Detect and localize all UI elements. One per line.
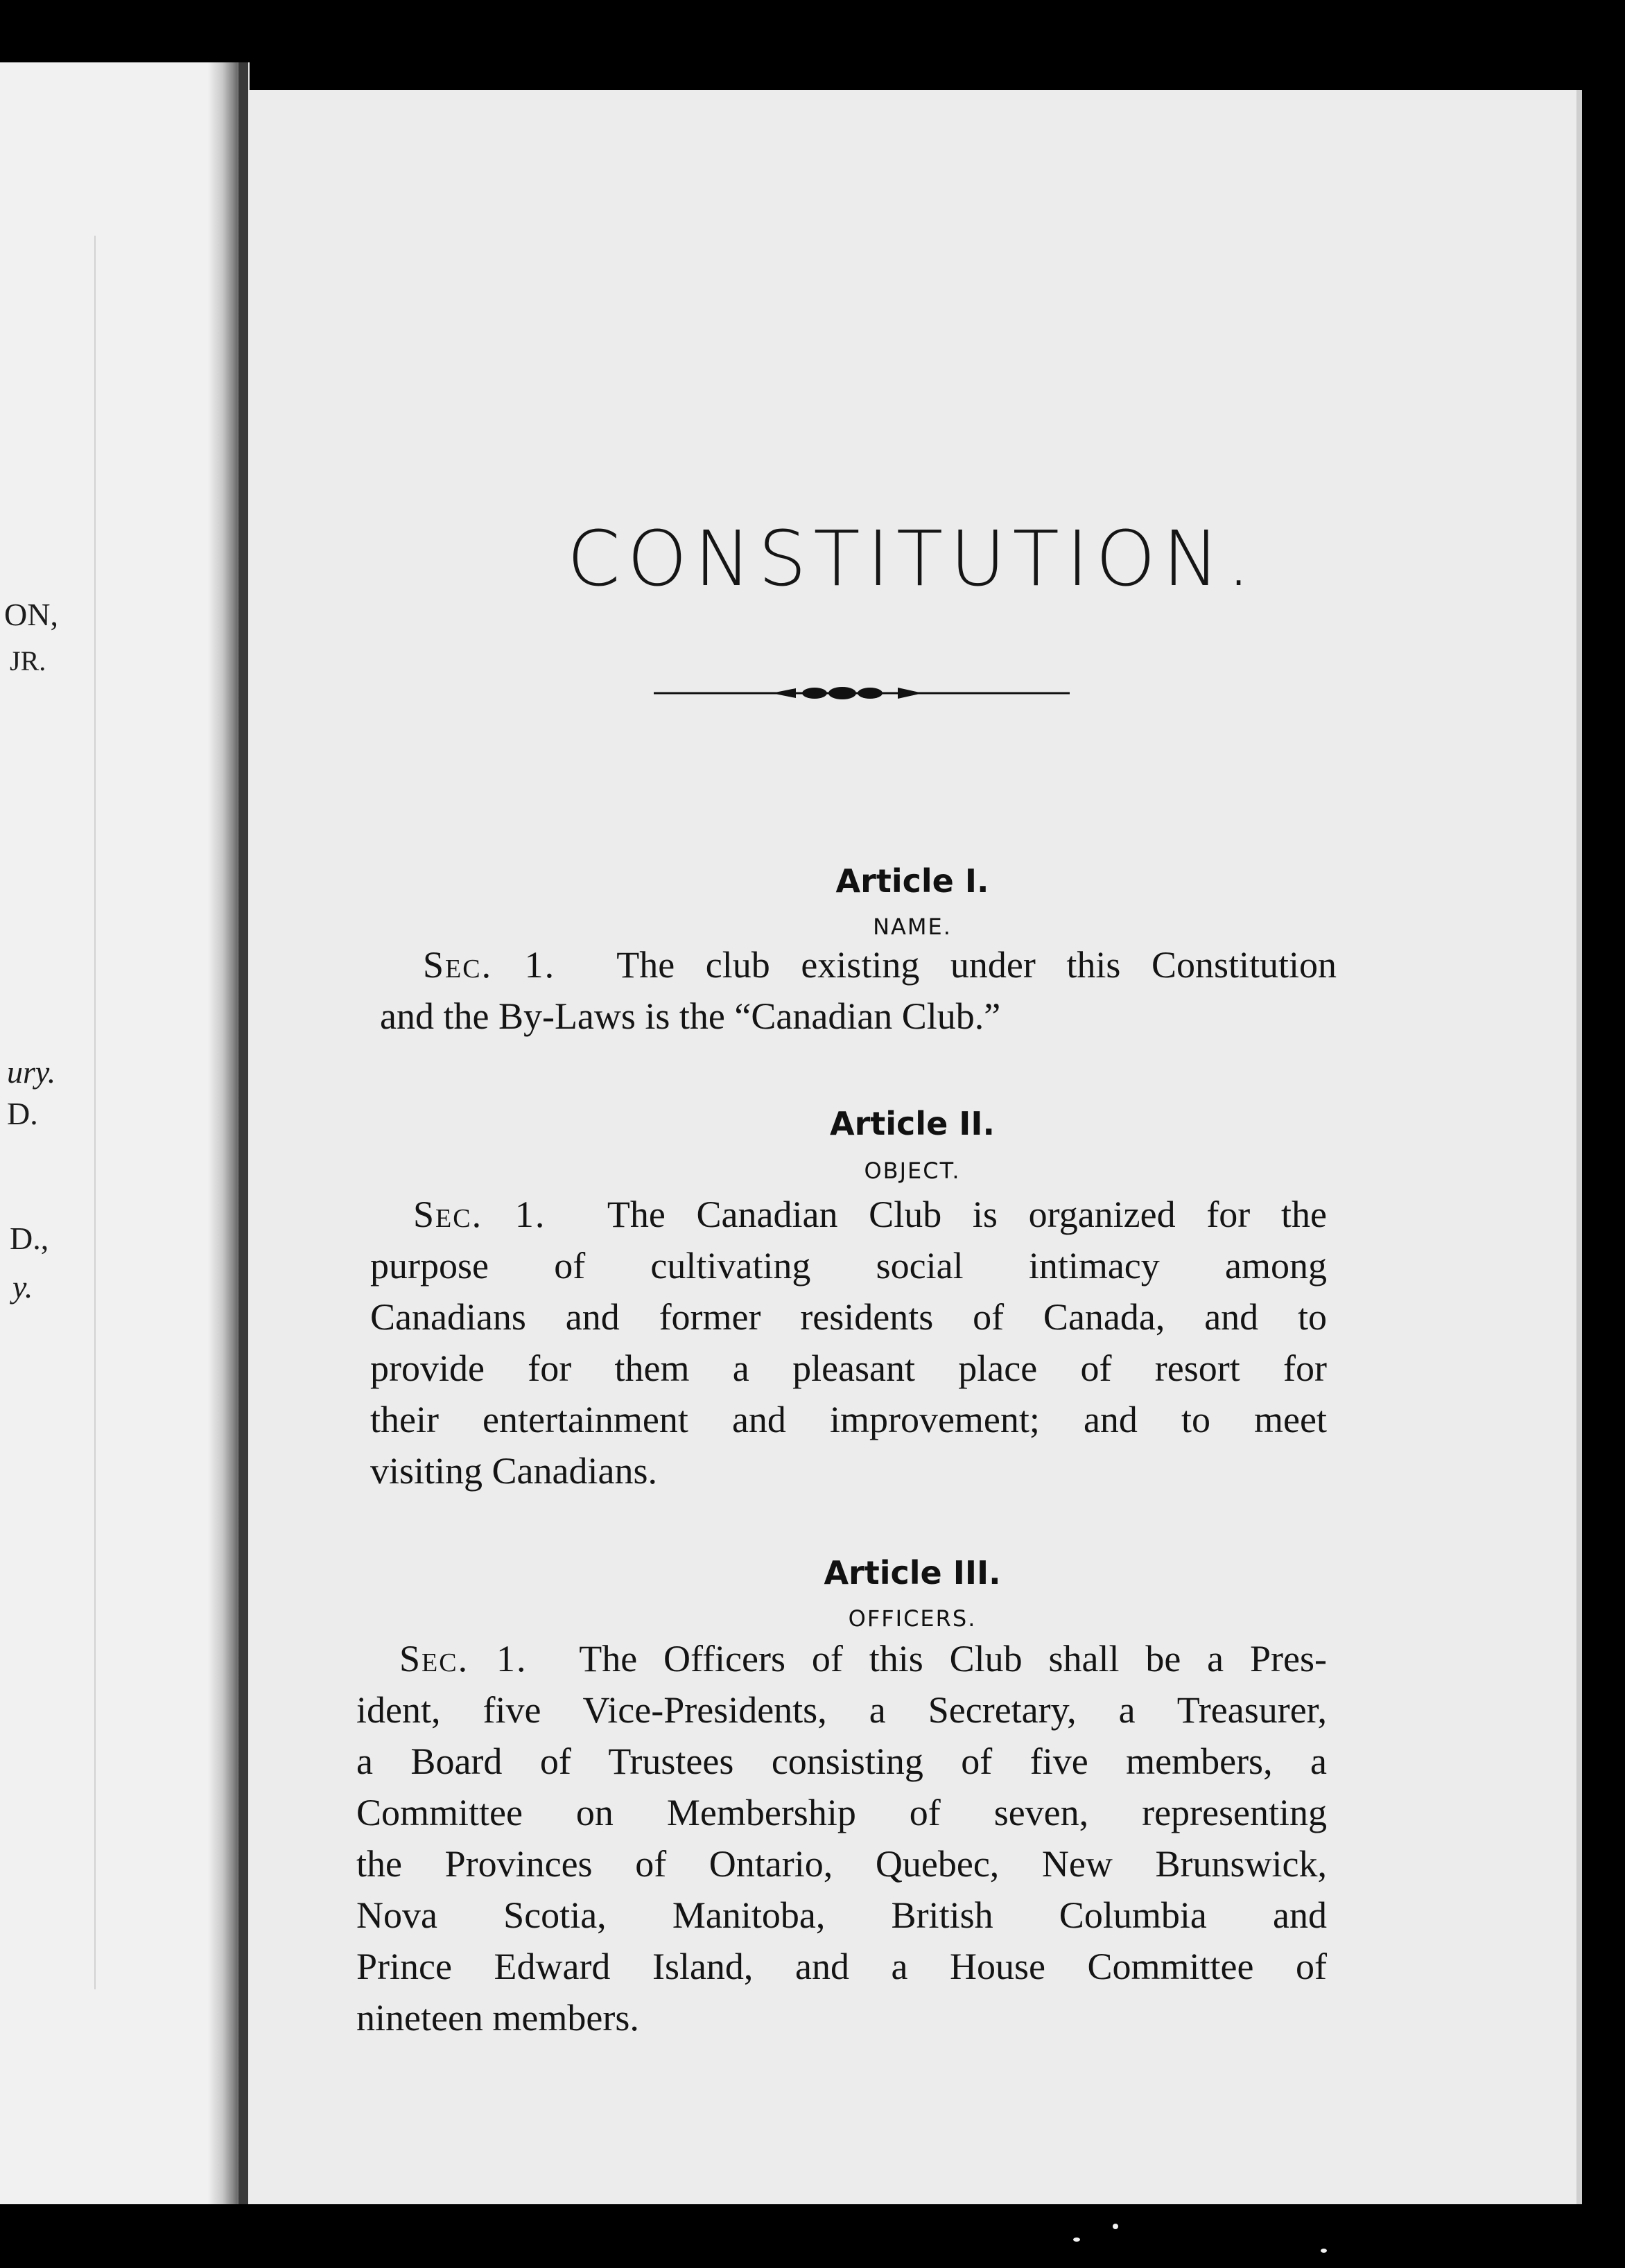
paragraph-line: a Board of Trustees consisting of five members, a <box>356 1741 1327 1782</box>
section-label: Sec. 1. <box>399 1638 528 1680</box>
article-3-subheading: OFFICERS. <box>848 1605 977 1632</box>
paragraph-line: Prince Edward Island, and a House Committee of <box>356 1946 1327 1987</box>
paragraph-line: their entertainment and improvement; and to meet <box>370 1399 1327 1440</box>
paragraph-line: Nova Scotia, Manitoba, British Columbia and <box>356 1894 1327 1936</box>
paragraph-text: The Canadian Club is organized for the <box>607 1194 1327 1235</box>
left-page-rule <box>94 236 96 1989</box>
paragraph-line: visiting Canadians. <box>370 1450 657 1492</box>
paragraph-text: The Officers of this Club shall be a Pres- <box>579 1638 1327 1680</box>
section-label: Sec. 1. <box>423 944 556 986</box>
scan-speck <box>1073 2238 1080 2242</box>
article-1-subheading: NAME. <box>873 914 952 940</box>
paragraph-line: provide for them a pleasant place of resort for <box>370 1347 1327 1389</box>
article-3-section-1 <box>356 1633 1327 2043</box>
paragraph-line: nineteen members. <box>356 1997 639 2039</box>
paragraph-line: ident, five Vice-Presidents, a Secretary, a Treasurer, <box>356 1689 1327 1731</box>
left-page-fragment: JR. <box>10 645 46 677</box>
article-1-heading: Article I. <box>835 862 989 900</box>
left-page-fragment: ury. <box>7 1054 56 1090</box>
article-1-section-1 <box>380 939 1337 1042</box>
paragraph-text: The club existing under this Constitution <box>616 944 1337 986</box>
article-2-heading: Article II. <box>830 1105 995 1142</box>
book-spine <box>238 62 248 2204</box>
paragraph-line: the Provinces of Ontario, Quebec, New Brunswick, <box>356 1843 1327 1885</box>
article-3-heading: Article III. <box>824 1554 1001 1591</box>
left-page-fragment: y. <box>12 1269 33 1305</box>
article-2-section-1 <box>370 1189 1327 1497</box>
left-page-fragment: ON, <box>4 597 58 632</box>
constitution-page <box>248 90 1582 2204</box>
paragraph-line: Canadians and former residents of Canada, and to <box>370 1296 1327 1338</box>
paragraph-line: purpose of cultivating social intimacy among <box>370 1245 1327 1286</box>
paragraph-line <box>380 939 1337 991</box>
paragraph-line <box>356 1633 1327 1684</box>
section-label: Sec. 1. <box>413 1194 546 1235</box>
page-title: CONSTITUTION. <box>566 514 1258 603</box>
paragraph-line: Committee on Membership of seven, representing <box>356 1792 1327 1833</box>
scan-speck <box>1321 2249 1327 2253</box>
left-page-fragment: D. <box>7 1096 38 1131</box>
scan-speck <box>1113 2224 1118 2229</box>
paragraph-line <box>370 1189 1327 1240</box>
left-page-edge <box>0 62 229 2204</box>
article-2-subheading: OBJECT. <box>864 1158 961 1184</box>
left-page-fragment: D., <box>10 1221 49 1256</box>
paragraph-line: and the By-Laws is the “Canadian Club.” <box>380 995 1001 1037</box>
ornament-divider-icon <box>654 679 1070 707</box>
